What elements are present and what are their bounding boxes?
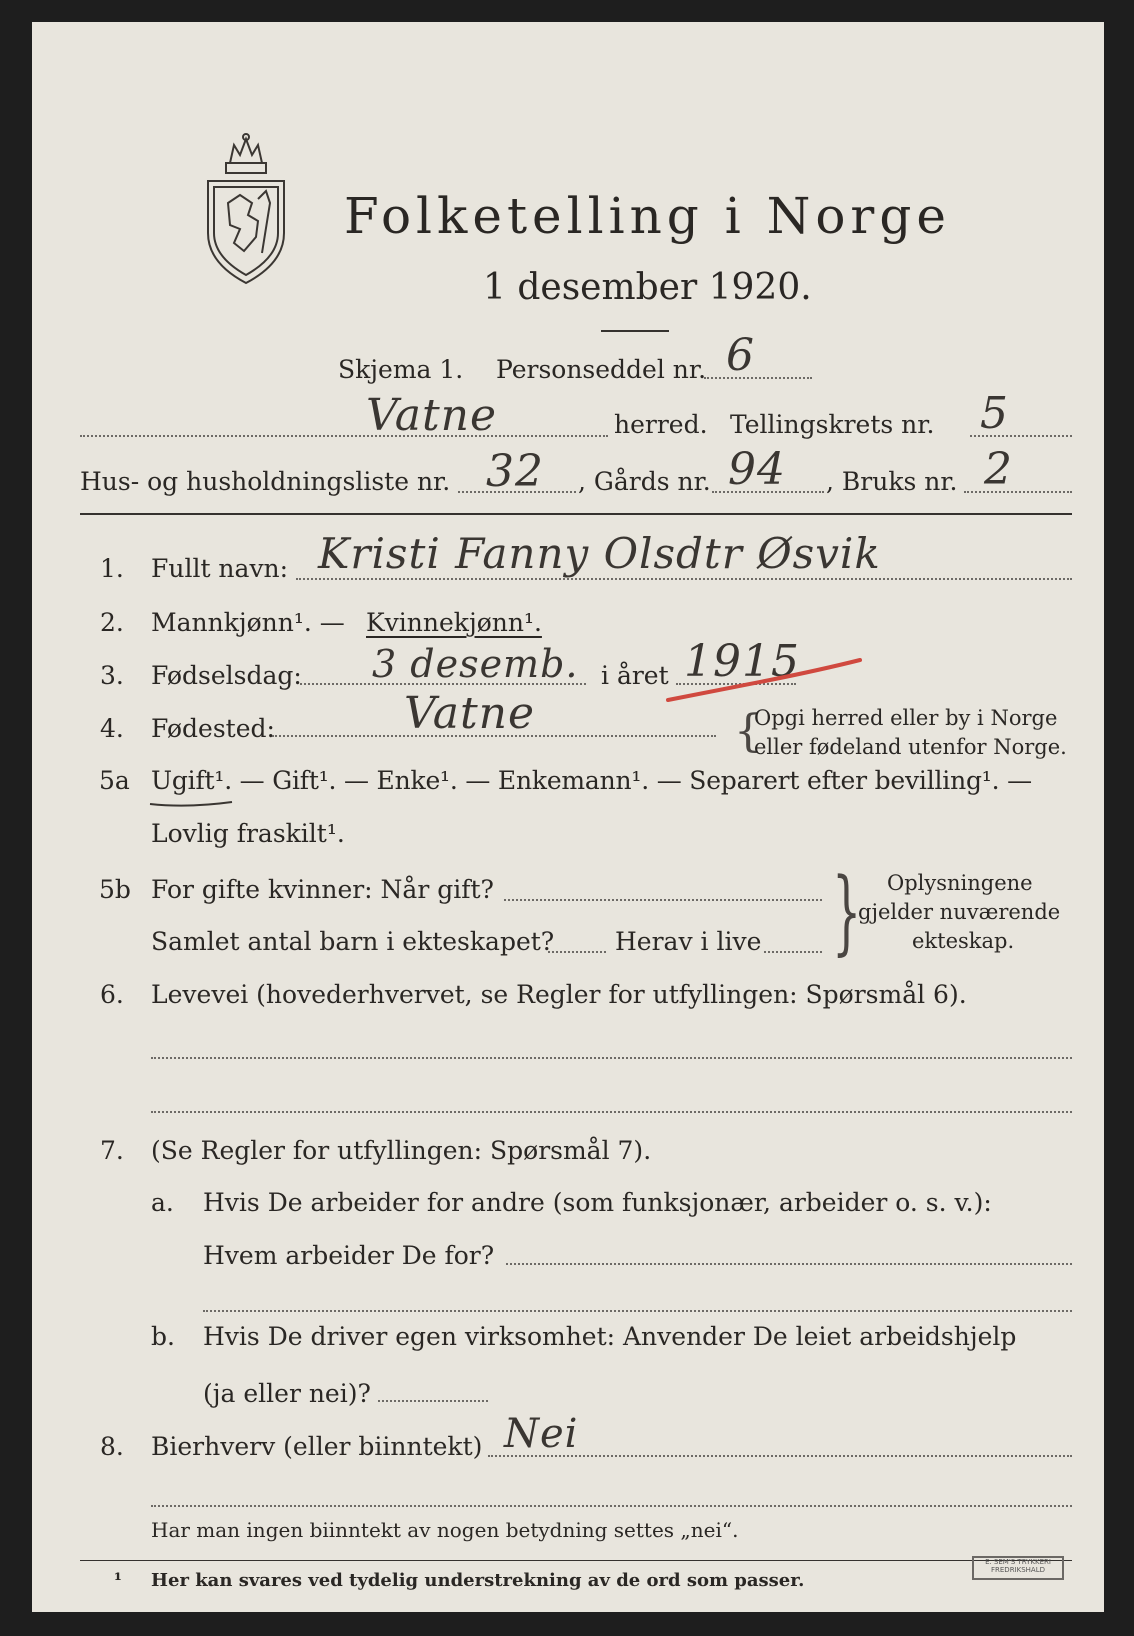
printer-stamp: E. SEM'S TRYKKERI FREDRIKSHALD — [972, 1556, 1064, 1580]
children-alive-label: Herav i live — [615, 927, 762, 956]
herred-value: Vatne — [366, 390, 498, 441]
q3-label: Fødselsdag: — [151, 661, 302, 690]
q5b-note-3: ekteskap. — [912, 929, 1015, 953]
hired-help-field[interactable] — [378, 1400, 488, 1402]
bruks-value: 2 — [984, 444, 1013, 495]
personseddel-label: Personseddel nr. — [496, 355, 707, 384]
occupation-field-1[interactable] — [151, 1057, 1072, 1059]
q4-note-1: Opgi herred eller by i Norge — [754, 706, 1058, 730]
bruks-label: , Bruks nr. — [826, 467, 958, 496]
female-option-underlined[interactable]: Kvinnekjønn¹. — [366, 608, 542, 637]
occupation-label: Levevei (hovederhvervet, se Regler for utfyllingen: Spørsmål 6). — [151, 980, 967, 1009]
children-total-label: Samlet antal barn i ekteskapet? — [151, 927, 555, 956]
footnote-rule — [80, 1560, 1072, 1561]
tellingskrets-label: Tellingskrets nr. — [730, 410, 935, 439]
nei-instruction: Har man ingen biinntekt av nogen betydning settes „nei“. — [151, 1518, 739, 1542]
census-date: 1 desember 1920. — [483, 267, 812, 308]
birthplace-value: Vatne — [404, 688, 536, 739]
personseddel-value: 6 — [726, 330, 755, 381]
q4-number: 4. — [100, 714, 124, 743]
q5b-brace: } — [832, 858, 862, 965]
personseddel-field[interactable] — [704, 377, 812, 379]
skjema-label: Skjema 1. — [338, 355, 464, 384]
gards-label: , Gårds nr. — [578, 467, 711, 496]
employer-label: Hvem arbeider De for? — [203, 1241, 495, 1270]
q5b-note-2: gjelder nuværende — [858, 900, 1061, 924]
q8-number: 8. — [100, 1432, 124, 1461]
q6-number: 6. — [100, 980, 124, 1009]
q5b-note-1: Oplysningene — [887, 871, 1033, 895]
children-total-field[interactable] — [548, 951, 606, 953]
census-form-paper — [32, 22, 1104, 1612]
full-name-value: Kristi Fanny Olsdtr Øsvik — [318, 529, 881, 578]
q4-label: Fødested: — [151, 714, 275, 743]
birthday-value: 3 desemb. — [372, 642, 579, 686]
husliste-label: Hus- og husholdningsliste nr. — [80, 467, 451, 496]
male-option[interactable]: Mannkjønn¹. — — [151, 608, 345, 637]
civil-status-divorced[interactable]: Lovlig fraskilt¹. — [151, 819, 345, 848]
husliste-value: 32 — [486, 446, 544, 497]
q3-number: 3. — [100, 661, 124, 690]
footnote-text: Her kan svares ved tydelig understrekning av de ord som passer. — [151, 1570, 805, 1591]
gards-value: 94 — [728, 444, 786, 495]
occupation-field-2[interactable] — [151, 1111, 1072, 1113]
header-rule — [80, 513, 1072, 515]
q7-label: (Se Regler for utfyllingen: Spørsmål 7). — [151, 1136, 652, 1165]
q7b-question: Hvis De driver egen virksomhet: Anvender De leiet arbeidshjelp — [203, 1322, 1017, 1351]
married-when-field[interactable] — [504, 899, 822, 901]
norwegian-coat-of-arms-icon — [200, 133, 292, 285]
title-divider — [601, 330, 669, 332]
employer-field-2[interactable] — [203, 1310, 1072, 1312]
q4-note-2: eller fødeland utenfor Norge. — [754, 735, 1067, 759]
children-alive-field[interactable] — [764, 951, 822, 953]
q4-brace: { — [734, 706, 762, 757]
herred-field[interactable] — [80, 435, 608, 437]
bruks-field[interactable] — [964, 491, 1072, 493]
year-label: i året — [601, 661, 669, 690]
civil-status-options[interactable]: Ugift¹. — Gift¹. — Enke¹. — Enkemann¹. — Separert efter bevilling¹. — — [151, 766, 1032, 795]
q1-number: 1. — [100, 554, 124, 583]
full-name-field[interactable] — [296, 578, 1072, 580]
q2-number: 2. — [100, 608, 124, 637]
hired-help-label: (ja eller nei)? — [203, 1379, 371, 1408]
q7-number: 7. — [100, 1136, 124, 1165]
ugift-underline-mark — [148, 796, 238, 810]
side-income-label: Bierhverv (eller biinntekt) — [151, 1432, 483, 1461]
birth-year-value: 1915 — [684, 636, 800, 687]
q5b-number: 5b — [99, 875, 131, 904]
q7a-mark: a. — [151, 1188, 174, 1217]
side-income-field-2[interactable] — [151, 1505, 1072, 1507]
footnote-mark: ¹ — [114, 1570, 122, 1591]
q1-label: Fullt navn: — [151, 554, 289, 583]
tellingskrets-value: 5 — [980, 388, 1009, 439]
q7b-mark: b. — [151, 1322, 175, 1351]
herred-label: herred. — [614, 410, 708, 439]
side-income-value: Nei — [504, 1411, 579, 1457]
q5a-number: 5a — [99, 766, 130, 795]
employer-field-1[interactable] — [506, 1263, 1072, 1265]
q7a-question: Hvis De arbeider for andre (som funksjonær, arbeider o. s. v.): — [203, 1188, 992, 1217]
married-when-label: For gifte kvinner: Når gift? — [151, 875, 494, 904]
form-title: Folketelling i Norge — [344, 187, 951, 245]
red-correction-mark — [660, 650, 870, 710]
